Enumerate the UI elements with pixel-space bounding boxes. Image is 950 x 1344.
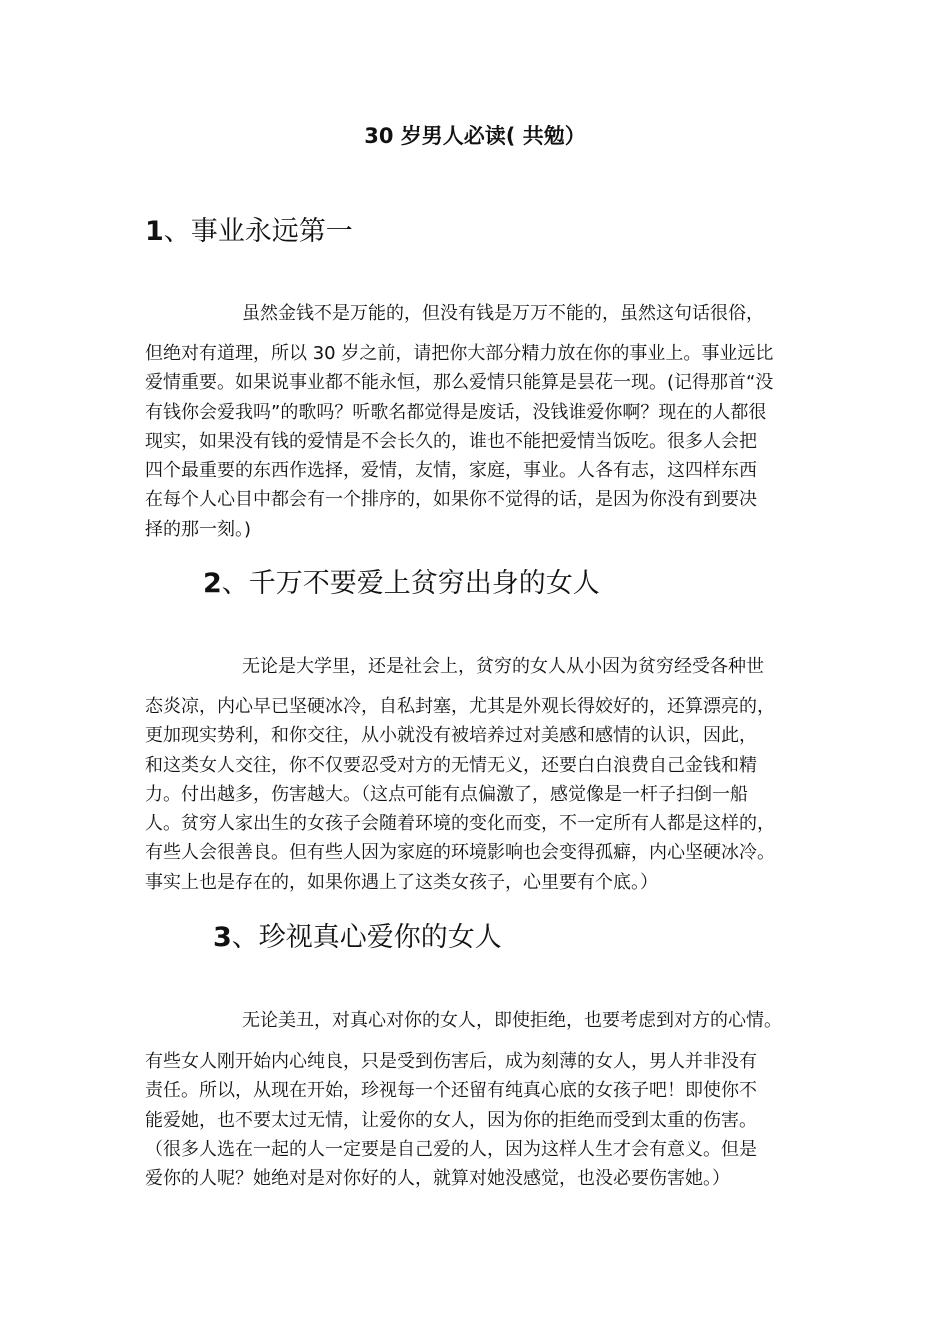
paragraph-line: 爱情重要。如果说事业都不能永恒，那么爱情只能算是昙花一现。(记得那首“没 — [145, 372, 774, 394]
paragraph-line: 力。付出越多，伤害越大。（这点可能有点偏激了，感觉像是一杆子扫倒一船 — [145, 783, 748, 805]
section-paragraph-1 — [145, 339, 815, 544]
paragraph-line: 有些人会很善良。但有些人因为家庭的环境影响也会变得孤癖，内心坚硬冰冷。 — [145, 842, 775, 864]
section-paragraph-3 — [145, 1047, 815, 1193]
section-lead-2 — [145, 653, 815, 681]
paragraph-line: 责任。所以，从现在开始，珍视每一个还留有纯真心底的女孩子吧！即使你不 — [145, 1080, 757, 1102]
section-heading-2 — [203, 566, 600, 602]
section-heading-1 — [145, 214, 353, 250]
lead-text: 无论美丑，对真心对你的女人，即使拒绝，也要考虑到对方的心情。 — [242, 1010, 782, 1031]
paragraph-line: 在每个人心目中都会有一个排序的，如果你不觉得的话，是因为你没有到要决 — [145, 489, 757, 511]
paragraph-line: 爱你的人呢？她绝对是对你好的人，就算对她没感觉，也没必要伤害她。） — [145, 1168, 730, 1190]
section-heading-3 — [213, 920, 502, 956]
paragraph-line: 更加现实势利，和你交往，从小就没有被培养过对美感和感情的认识，因此， — [145, 725, 757, 747]
paragraph-line: （很多人选在一起的人一定要是自己爱的人，因为这样人生才会有意义。但是 — [145, 1138, 757, 1160]
section-paragraph-2 — [145, 692, 815, 897]
section-heading-text: 、珍视真心爱你的女人 — [231, 922, 502, 953]
paragraph-line: 但绝对有道理，所以 30 岁之前，请把你大部分精力放在你的事业上。事业远比 — [145, 343, 774, 364]
paragraph-line: 有些女人刚开始内心纯良，只是受到伤害后，成为刻薄的女人，男人并非没有 — [145, 1051, 757, 1072]
paragraph-line: 人。贫穷人家出生的女孩子会随着环境的变化而变，不一定所有人都是这样的， — [145, 813, 775, 835]
section-number: 3 — [213, 922, 232, 953]
section-heading-text: 、事业永远第一 — [163, 216, 353, 247]
paragraph-line: 四个最重要的东西作选择，爱情，友情，家庭，事业。人各有志，这四样东西 — [145, 460, 757, 482]
paragraph-line: 有钱你会爱我吗”的歌吗？听歌名都觉得是废话，没钱谁爱你啊？现在的人都很 — [145, 401, 767, 423]
lead-text: 无论是大学里，还是社会上，贫穷的女人从小因为贫穷经受各种世 — [242, 656, 764, 677]
section-number: 2 — [203, 568, 222, 599]
paragraph-line: 和这类女人交往，你不仅要忍受对方的无情无义，还要白白浪费自己金钱和精 — [145, 754, 757, 776]
document-title: 30 岁男人必读( 共勉） — [364, 124, 586, 148]
paragraph-line: 事实上也是存在的，如果你遇上了这类女孩子，心里要有个底。） — [145, 871, 658, 893]
lead-text: 虽然金钱不是万能的，但没有钱是万万不能的，虽然这句话很俗， — [242, 303, 764, 324]
paragraph-line: 态炎凉，内心早已坚硬冰冷，自私封塞，尤其是外观长得姣好的，还算漂亮的， — [145, 696, 775, 717]
paragraph-line: 现实，如果没有钱的爱情是不会长久的，谁也不能把爱情当饭吃。很多人会把 — [145, 430, 757, 452]
paragraph-line: 能爱她，也不要太过无情，让爱你的女人，因为你的拒绝而受到太重的伤害。 — [145, 1109, 757, 1131]
section-lead-1 — [145, 300, 815, 328]
section-number: 1 — [145, 216, 164, 247]
paragraph-line: 择的那一刻。) — [145, 518, 252, 540]
section-heading-text: 、千万不要爱上贫穷出身的女人 — [221, 568, 600, 599]
section-lead-3 — [145, 1007, 815, 1035]
